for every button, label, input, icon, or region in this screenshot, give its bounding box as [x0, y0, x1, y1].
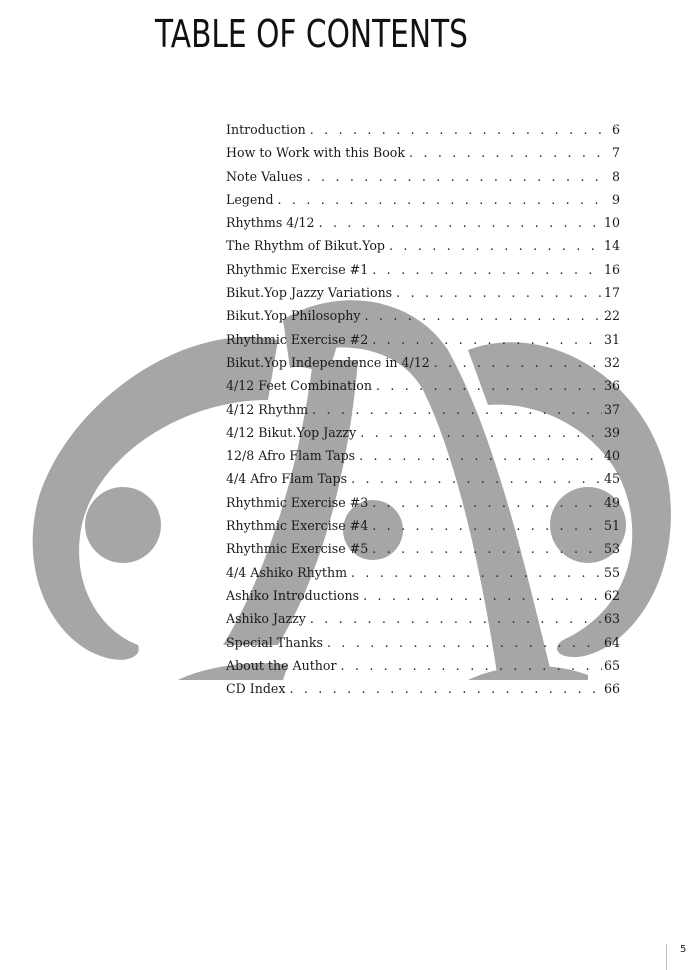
toc-entry-page: 32 [603, 354, 620, 370]
toc-leader-dots [409, 141, 610, 164]
toc-leader-dots [434, 351, 602, 374]
toc-entry [226, 584, 620, 607]
toc-entry-title: Bikut.Yop Independence in 4/12 [226, 354, 430, 370]
toc-entry-title: About the Author [226, 657, 337, 673]
toc-entry [226, 444, 620, 467]
page-title: TABLE OF CONTENTS [155, 12, 469, 56]
toc-entry [226, 514, 620, 537]
toc-leader-dots [307, 165, 610, 188]
toc-leader-dots [327, 631, 602, 654]
toc-entry-page: 51 [603, 518, 620, 534]
toc-leader-dots [341, 654, 602, 677]
toc-entry-title: Introduction [226, 122, 306, 137]
toc-entry [226, 304, 620, 327]
toc-entry-page: 14 [603, 238, 620, 254]
toc-entry-page: 9 [611, 191, 620, 207]
toc-entry-page: 49 [603, 494, 620, 510]
toc-entry [226, 211, 620, 234]
toc-entry [226, 607, 620, 630]
toc-entry-page: 10 [603, 215, 620, 231]
toc-entry-title: 4/12 Rhythm [226, 401, 309, 417]
toc-leader-dots [312, 398, 602, 421]
toc-entry [226, 188, 620, 211]
toc-entry [226, 467, 620, 490]
toc-entry-page: 62 [603, 587, 620, 603]
toc-entry-page: 22 [603, 308, 620, 324]
toc-entry-page: 55 [603, 564, 620, 580]
toc-entry [226, 561, 620, 584]
toc-entry-title: 4/4 Afro Flam Taps [226, 471, 348, 487]
toc-leader-dots [376, 374, 602, 397]
toc-leader-dots [310, 118, 610, 141]
toc-entry [226, 374, 620, 397]
toc-leader-dots [372, 491, 602, 514]
toc-entry [226, 491, 620, 514]
toc-leader-dots [372, 328, 602, 351]
toc-entry-title: 4/4 Ashiko Rhythm [226, 564, 348, 580]
page-number: 5 [680, 944, 687, 955]
toc-entry [226, 165, 620, 188]
table-of-contents [226, 118, 620, 700]
toc-entry-page: 63 [603, 611, 620, 627]
toc-entry [226, 351, 620, 374]
toc-leader-dots [319, 211, 602, 234]
toc-entry-page: 31 [603, 331, 620, 347]
toc-leader-dots [351, 561, 602, 584]
toc-entry-title: Note Values [226, 168, 303, 184]
toc-entry [226, 118, 620, 141]
toc-entry-page: 6 [611, 122, 620, 137]
toc-entry [226, 328, 620, 351]
toc-entry-page: 7 [611, 145, 620, 161]
toc-leader-dots [365, 304, 602, 327]
toc-entry-title: Rhythmic Exercise #2 [226, 331, 369, 347]
toc-entry-page: 66 [603, 681, 620, 697]
toc-leader-dots [359, 444, 602, 467]
toc-entry [226, 234, 620, 257]
toc-leader-dots [360, 421, 602, 444]
toc-entry [226, 258, 620, 281]
toc-entry [226, 281, 620, 304]
toc-entry-page: 53 [603, 541, 620, 557]
toc-leader-dots [289, 677, 602, 700]
toc-leader-dots [310, 607, 602, 630]
toc-entry-page: 65 [603, 657, 620, 673]
toc-leader-dots [372, 258, 602, 281]
toc-entry-page: 36 [603, 378, 620, 394]
toc-leader-dots [351, 467, 602, 490]
toc-entry [226, 631, 620, 654]
toc-entry-title: The Rhythm of Bikut.Yop [226, 238, 385, 254]
toc-entry-page: 40 [603, 448, 620, 464]
toc-entry [226, 141, 620, 164]
toc-entry-title: Rhythmic Exercise #3 [226, 494, 369, 510]
toc-leader-dots [363, 584, 602, 607]
toc-leader-dots [389, 234, 602, 257]
toc-entry-title: Special Thanks [226, 634, 323, 650]
toc-entry-title: Rhythms 4/12 [226, 215, 315, 231]
toc-entry-title: 12/8 Afro Flam Taps [226, 448, 356, 464]
toc-entry-page: 8 [611, 168, 620, 184]
toc-entry-title: CD Index [226, 681, 286, 697]
toc-entry [226, 537, 620, 560]
toc-entry-page: 45 [603, 471, 620, 487]
toc-entry-title: Ashiko Jazzy [226, 611, 306, 627]
page-number-divider [666, 944, 667, 970]
toc-entry-title: 4/12 Bikut.Yop Jazzy [226, 424, 357, 440]
toc-leader-dots [396, 281, 602, 304]
toc-entry-title: Ashiko Introductions [226, 587, 360, 603]
toc-entry-title: Rhythmic Exercise #5 [226, 541, 369, 557]
toc-entry [226, 398, 620, 421]
toc-entry-page: 37 [603, 401, 620, 417]
toc-entry [226, 677, 620, 700]
toc-entry-title: Bikut.Yop Philosophy [226, 308, 361, 324]
toc-entry-title: Legend [226, 191, 274, 207]
toc-entry-page: 16 [603, 261, 620, 277]
toc-leader-dots [372, 514, 602, 537]
toc-leader-dots [372, 537, 602, 560]
toc-entry-title: Rhythmic Exercise #4 [226, 518, 369, 534]
toc-entry-page: 17 [603, 285, 620, 301]
toc-entry-title: Rhythmic Exercise #1 [226, 261, 369, 277]
toc-entry [226, 421, 620, 444]
toc-entry [226, 654, 620, 677]
toc-entry-page: 64 [603, 634, 620, 650]
toc-leader-dots [278, 188, 610, 211]
toc-entry-title: How to Work with this Book [226, 145, 406, 161]
toc-entry-title: Bikut.Yop Jazzy Variations [226, 285, 393, 301]
toc-entry-title: 4/12 Feet Combination [226, 378, 372, 394]
toc-entry-page: 39 [603, 424, 620, 440]
